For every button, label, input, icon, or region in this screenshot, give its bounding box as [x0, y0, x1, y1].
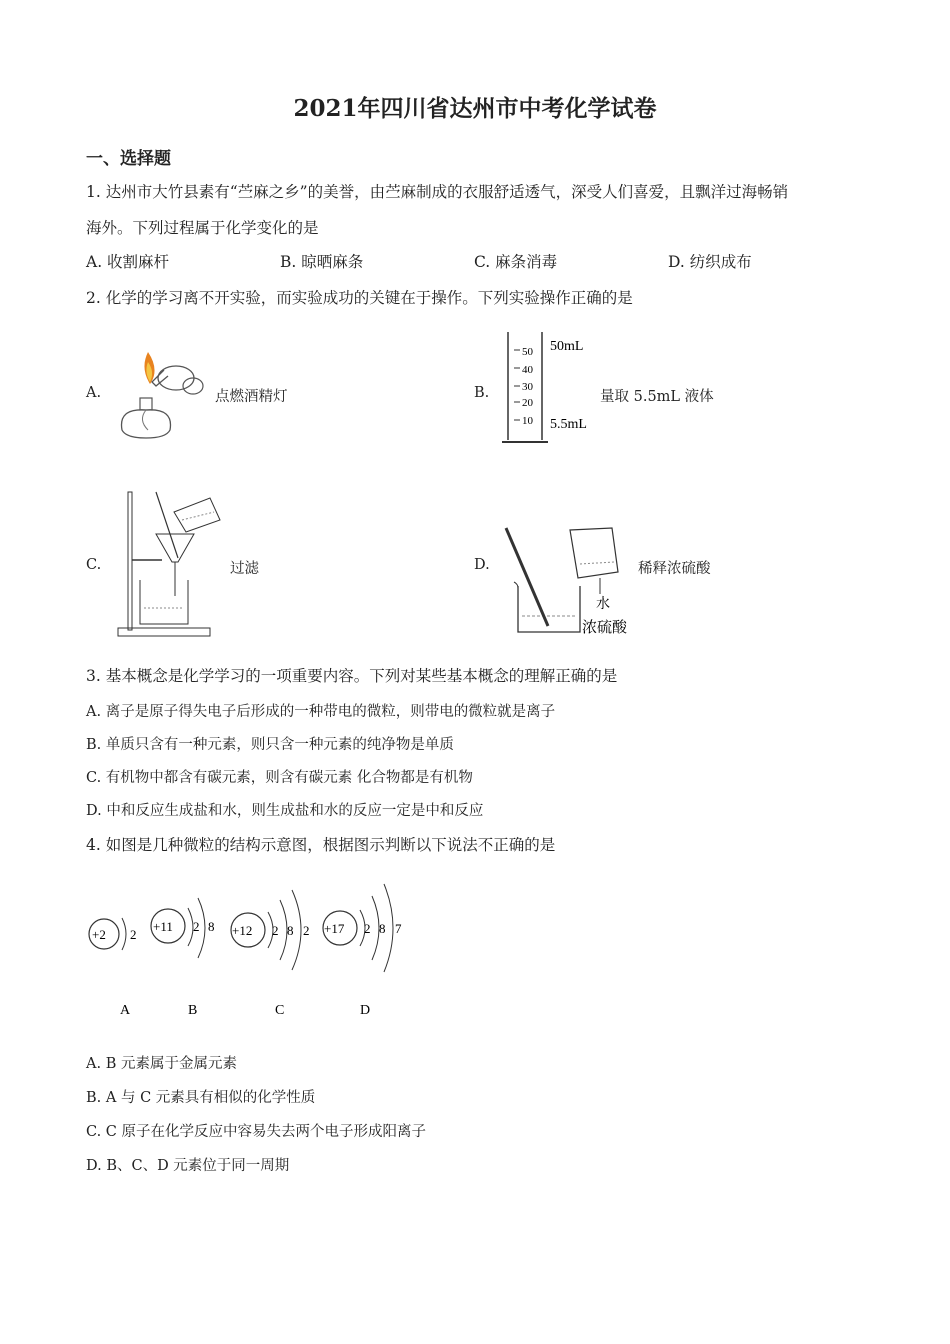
acid-label: 浓硫酸	[582, 620, 628, 636]
filtration-illustration	[116, 488, 228, 640]
atom-c-shell-2: 8	[287, 923, 294, 938]
atom-d-letter: D	[360, 1003, 371, 1018]
atom-a-core: +2	[92, 927, 106, 942]
q4-option-d: D. B、C、D 元素位于同一周期	[86, 1158, 290, 1174]
tick-40: 40	[522, 364, 533, 376]
q2-b-letter: B.	[474, 385, 490, 401]
q2-c-label: 过滤	[230, 561, 259, 577]
q1-option-d: D. 纺织成布	[668, 253, 752, 271]
q2-stem: 2. 化学的学习离不开实验，而实验成功的关键在于操作。下列实验操作正确的是	[86, 289, 633, 307]
cylinder-top-label: 50mL	[550, 339, 584, 354]
atom-b-letter: B	[188, 1003, 198, 1018]
q2-c-letter: C.	[86, 557, 102, 573]
q2-d-label: 稀释浓硫酸	[638, 561, 711, 577]
tick-30: 30	[522, 381, 533, 393]
cylinder-bottom-label: 5.5mL	[550, 417, 587, 432]
q1-option-b: B. 晾晒麻条	[280, 253, 364, 271]
q2-a-label: 点燃酒精灯	[215, 389, 288, 405]
q3-option-a: A. 离子是原子得失电子后形成的一种带电的微粒，则带电的微粒就是离子	[86, 704, 556, 720]
page-title: 2021年四川省达州市中考化学试卷	[293, 95, 657, 122]
q4-option-b: B. A 与 C 元素具有相似的化学性质	[86, 1090, 316, 1106]
atom-c-shell-1: 2	[272, 923, 279, 938]
q3-option-b: B. 单质只含有一种元素，则只含一种元素的纯净物是单质	[86, 737, 454, 753]
q2-b-label: 量取 5.5mL 液体	[600, 389, 714, 405]
q4-option-a: A. B 元素属于金属元素	[86, 1056, 237, 1072]
atom-c-core: +12	[232, 923, 253, 938]
q4-option-c: C. C 原子在化学反应中容易失去两个电子形成阳离子	[86, 1124, 426, 1140]
tick-10: 10	[522, 415, 533, 427]
atom-b-core: +11	[153, 919, 173, 934]
q3-option-d: D. 中和反应生成盐和水，则生成盐和水的反应一定是中和反应	[86, 803, 484, 819]
atom-d-core: +17	[324, 921, 345, 936]
dilution-illustration	[500, 522, 640, 640]
q3-stem: 3. 基本概念是化学学习的一项重要内容。下列对某些基本概念的理解正确的是	[86, 667, 618, 685]
atomic-structure-diagram	[80, 866, 420, 1026]
q1-option-a: A. 收割麻杆	[86, 253, 170, 271]
atom-a-letter: A	[120, 1003, 131, 1018]
atom-d-shell-1: 2	[364, 921, 371, 936]
q1-option-c: C. 麻条消毒	[474, 253, 558, 271]
tick-50: 50	[522, 346, 533, 358]
q2-d-letter: D.	[474, 557, 490, 573]
atom-d-shell-3: 7	[395, 921, 402, 936]
water-label: 水	[596, 597, 610, 612]
q1-stem-line2: 海外。下列过程属于化学变化的是	[86, 219, 319, 237]
graduated-cylinder-illustration	[500, 328, 600, 448]
atom-d-shell-2: 8	[379, 921, 386, 936]
atom-a-shell-1: 2	[130, 927, 137, 942]
atom-c-shell-3: 2	[303, 923, 310, 938]
q2-a-letter: A.	[86, 385, 102, 401]
q3-option-c: C. 有机物中都含有碳元素，则含有碳元素 化合物都是有机物	[86, 770, 473, 786]
section-heading: 一、选择题	[86, 149, 171, 169]
q1-stem-line1: 1. 达州市大竹县素有“苎麻之乡”的美誉，由苎麻制成的衣服舒适透气，深受人们喜爱，且飘洋过海畅销	[86, 183, 789, 201]
q4-stem: 4. 如图是几种微粒的结构示意图，根据图示判断以下说法不正确的是	[86, 836, 556, 854]
atom-b-shell-1: 2	[193, 919, 200, 934]
tick-20: 20	[522, 397, 533, 409]
atom-c-letter: C	[275, 1003, 285, 1018]
alcohol-lamp-illustration	[108, 338, 213, 448]
atom-b-shell-2: 8	[208, 919, 215, 934]
